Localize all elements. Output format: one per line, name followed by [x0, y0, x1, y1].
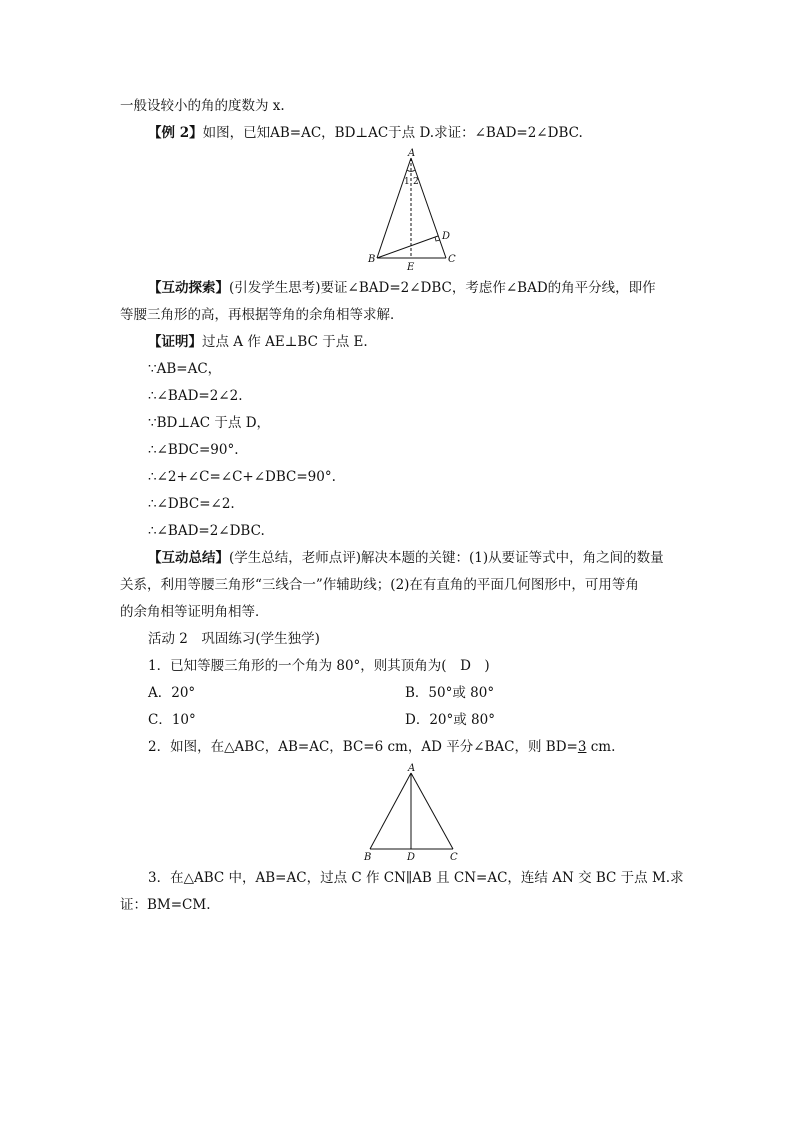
explore-text: (引发学生思考)要证∠BAD=2∠DBC，考虑作∠BAD的角平分线，即作: [229, 280, 656, 296]
label-d: D: [442, 231, 451, 242]
label-a: A: [408, 763, 416, 774]
option-a: A．20°: [148, 685, 196, 701]
explore-line-2: 等腰三角形的高，再根据等角的余角相等求解．: [120, 307, 404, 323]
proof-tag: 【证明】: [148, 334, 202, 350]
summary-line-1: [148, 549, 664, 567]
example-2-line: [148, 124, 583, 142]
label-1: 1: [404, 177, 410, 187]
label-b: B: [368, 254, 376, 265]
summary-tag: 【互动总结】: [148, 550, 229, 566]
label-b: B: [364, 852, 372, 863]
proof-step: ∴∠BDC=90°.: [148, 442, 239, 458]
proof-step: ∴∠BAD=2∠DBC.: [148, 523, 265, 539]
segment-bd: [377, 236, 438, 258]
explore-tag: 【互动探索】: [148, 280, 229, 296]
label-c: C: [450, 852, 458, 863]
option-d: D．20°或 80°: [405, 712, 495, 728]
proof-line: [148, 333, 368, 351]
summary-text: (学生总结，老师点评)解决本题的关键：(1)从要证等式中，角之间的数量: [229, 550, 664, 566]
side-ac: [411, 773, 453, 849]
text-line: 一般设较小的角的度数为 x.: [120, 98, 285, 114]
explore-line-1: [148, 279, 656, 297]
example-text: 如图，已知AB=AC，BD⊥AC于点 D.求证：∠BAD=2∠DBC.: [202, 125, 583, 141]
proof-step: ∴∠2+∠C=∠C+∠DBC=90°.: [148, 469, 336, 485]
activity-heading: 活动 2 巩固练习(学生独学): [148, 631, 320, 647]
option-b: B．50°或 80°: [405, 685, 495, 701]
summary-line-3: 的余角相等证明角相等．: [120, 604, 269, 620]
proof-text: 过点 A 作 AE⊥BC 于点 E.: [202, 334, 368, 350]
side-ab: [370, 773, 411, 849]
label-2: 2: [413, 177, 419, 187]
figure-2-triangle: [358, 763, 468, 865]
proof-step: ∵AB=AC，: [148, 361, 222, 377]
option-c: C．10°: [148, 712, 196, 728]
question-3-line-2: 证：BM=CM.: [120, 897, 211, 913]
label-d: D: [407, 852, 416, 863]
side-ac: [411, 158, 446, 258]
label-e: E: [407, 262, 415, 272]
summary-line-2: 关系，利用等腰三角形“三线合一”作辅助线；(2)在有直角的平面几何图形中，可用等角: [120, 577, 639, 593]
question-2-text: 2．如图，在△ABC，AB=AC，BC=6 cm，AD 平分∠BAC，则 BD=: [148, 739, 578, 755]
proof-step: ∴∠BAD=2∠2.: [148, 388, 243, 404]
proof-step: ∵BD⊥AC 于点 D，: [148, 415, 271, 431]
question-1: 1．已知等腰三角形的一个角为 80°，则其顶角为( D ): [148, 658, 490, 674]
proof-step: ∴∠DBC=∠2.: [148, 496, 235, 512]
question-2-unit: cm.: [586, 739, 616, 755]
side-ab: [377, 158, 411, 258]
label-c: C: [448, 254, 456, 265]
figure-1-triangle: [360, 148, 470, 272]
example-tag: 【例 2】: [148, 125, 203, 141]
label-a: A: [408, 148, 416, 159]
question-3-line-1: 3．在△ABC 中，AB=AC，过点 C 作 CN∥AB 且 CN=AC，连结 AN 交 BC 于点 M.求: [148, 870, 684, 886]
question-2: [148, 738, 615, 756]
question-2-answer: 3: [577, 739, 587, 755]
